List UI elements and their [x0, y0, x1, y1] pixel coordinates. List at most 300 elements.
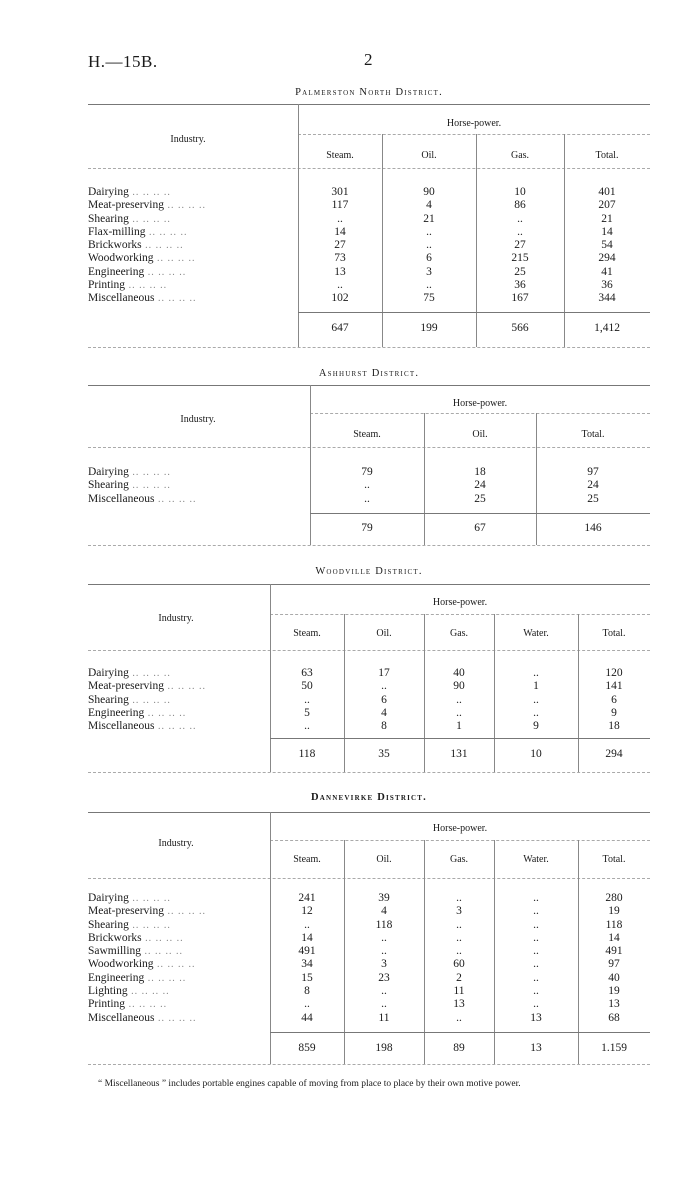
leader-dots: .. .. .. ..	[128, 668, 171, 679]
value-cell-gas: 10	[514, 186, 526, 198]
industry-name: Miscellaneous	[88, 492, 155, 505]
value-cell-total: 280	[605, 892, 623, 904]
value-cell-gas: 3	[456, 905, 462, 918]
industry-cell	[88, 919, 270, 932]
value-cell-steam: 50	[301, 680, 313, 693]
value-cell-gas: 25	[514, 265, 526, 278]
value-cell-oil: ..	[381, 945, 387, 958]
value-cell-steam: ..	[304, 720, 310, 733]
column-header-oil: Oil.	[421, 150, 437, 161]
value-cell-steam: 73	[334, 252, 346, 265]
column-header-water: Water.	[523, 628, 549, 639]
table-row	[88, 680, 650, 693]
value-cell-total: 19	[608, 985, 620, 998]
value-cell-total: 40	[608, 971, 620, 984]
total-cell-oil: 199	[420, 322, 438, 334]
value-cell-gas: ..	[456, 693, 462, 706]
value-cell-gas: ..	[517, 225, 523, 238]
leader-dots: .. .. .. ..	[164, 200, 206, 212]
value-cell-water: ..	[533, 892, 539, 904]
leader-dots: .. .. .. ..	[128, 187, 171, 198]
industry-name: Engineering	[88, 971, 145, 984]
district-title: Dannevirke District.	[311, 792, 427, 803]
document-reference: H.—15B.	[88, 52, 158, 71]
value-cell-gas: ..	[456, 706, 462, 719]
industry-cell	[88, 279, 298, 292]
value-cell-total: 6	[611, 693, 617, 706]
industry-name: Miscellaneous	[88, 720, 155, 733]
value-cell-total: 97	[608, 958, 620, 971]
industry-name: Sawmilling	[88, 945, 142, 958]
value-cell-gas: 13	[453, 998, 465, 1011]
data-rows	[88, 466, 650, 506]
value-cell-gas: ..	[456, 892, 462, 904]
table-rule	[88, 878, 650, 879]
value-cell-steam: ..	[304, 918, 310, 931]
leader-dots: .. .. .. ..	[153, 959, 196, 971]
value-cell-steam: 79	[361, 466, 373, 478]
table-rule	[88, 650, 650, 651]
table-row	[88, 707, 650, 720]
table-row	[88, 985, 650, 998]
value-cell-gas: 60	[453, 958, 465, 971]
column-header-gas: Gas.	[510, 150, 530, 161]
value-cell-gas: 27	[514, 239, 526, 252]
value-cell-steam: 491	[298, 945, 316, 958]
table-row	[88, 972, 650, 985]
value-cell-total: 19	[608, 905, 620, 918]
value-cell-oil: 23	[378, 971, 390, 984]
industry-cell	[88, 479, 310, 492]
value-cell-steam: 12	[301, 905, 313, 918]
industry-name: Woodworking	[88, 252, 154, 265]
industry-cell	[88, 213, 298, 226]
industry-name: Engineering	[88, 265, 145, 278]
footnote: “ Miscellaneous ” includes portable engines capable of moving from place to place by their own motive power.	[98, 1079, 521, 1089]
value-cell-total: 68	[608, 1011, 620, 1024]
value-cell-gas: ..	[456, 1011, 462, 1024]
value-cell-gas: ..	[456, 931, 462, 944]
value-cell-gas: 90	[453, 680, 465, 693]
table-rule	[88, 812, 650, 813]
value-cell-steam: 15	[301, 971, 313, 984]
industry-cell	[88, 945, 270, 958]
industry-column-header: Industry.	[158, 613, 194, 624]
table-rule	[88, 447, 650, 448]
industry-cell	[88, 252, 298, 265]
value-cell-oil: 4	[381, 905, 387, 918]
table-row	[88, 667, 650, 680]
industry-name: Woodworking	[88, 958, 154, 971]
horse-power-header: Horse-power.	[432, 597, 488, 608]
industry-name: Shearing	[88, 212, 129, 225]
value-cell-total: 18	[608, 720, 620, 733]
column-header-steam: Steam.	[353, 429, 381, 440]
total-cell-oil: 35	[378, 748, 390, 760]
industry-cell	[88, 667, 270, 680]
value-cell-steam: 301	[331, 186, 349, 198]
value-cell-water: ..	[533, 918, 539, 931]
industry-cell	[88, 694, 270, 707]
district-title: Palmerston North District.	[295, 87, 443, 98]
value-cell-oil: 39	[378, 892, 390, 904]
district-title: Woodville District.	[315, 566, 423, 577]
value-cell-steam: ..	[364, 479, 370, 492]
table-row	[88, 958, 650, 971]
value-cell-total: 120	[605, 667, 623, 679]
column-header-steam: Steam.	[293, 628, 321, 639]
value-cell-gas: 2	[456, 971, 462, 984]
value-cell-water: ..	[533, 971, 539, 984]
industry-cell	[88, 720, 270, 733]
industry-name: Shearing	[88, 693, 129, 706]
total-cell-total: 1.159	[601, 1042, 627, 1054]
page-number: 2	[364, 50, 373, 69]
column-header-steam: Steam.	[326, 150, 354, 161]
value-cell-oil: 21	[423, 212, 435, 225]
value-cell-oil: 75	[423, 292, 435, 305]
industry-name: Miscellaneous	[88, 292, 155, 305]
value-cell-steam: 117	[331, 199, 349, 212]
table-row	[88, 266, 650, 279]
table-row	[88, 292, 650, 305]
value-cell-water: 1	[533, 680, 539, 693]
value-cell-total: 344	[598, 292, 616, 305]
value-cell-oil: 3	[426, 265, 432, 278]
value-cell-water: 9	[533, 720, 539, 733]
table-rule	[88, 772, 650, 773]
value-cell-oil: 6	[381, 693, 387, 706]
industry-name: Meat-preserving	[88, 905, 164, 918]
table-row	[88, 720, 650, 733]
industry-name: Dairying	[88, 466, 129, 478]
leader-dots: .. .. .. ..	[154, 1012, 197, 1024]
industry-column-header: Industry.	[158, 838, 194, 849]
leader-dots: .. .. .. ..	[164, 906, 206, 918]
industry-cell	[88, 226, 298, 239]
leader-dots: .. .. .. ..	[128, 694, 171, 706]
district-table	[88, 365, 650, 547]
table-rule	[88, 1064, 650, 1065]
value-cell-steam: 27	[334, 239, 346, 252]
industry-cell	[88, 292, 298, 305]
value-cell-total: 401	[598, 186, 616, 198]
industry-column-header: Industry.	[170, 134, 206, 145]
industry-cell	[88, 958, 270, 971]
column-header-gas: Gas.	[449, 628, 469, 639]
total-cell-gas: 89	[453, 1042, 465, 1054]
value-cell-total: 36	[601, 279, 613, 292]
table-row	[88, 493, 650, 506]
value-cell-total: 118	[605, 918, 623, 931]
industry-cell	[88, 493, 310, 506]
table-rule	[270, 1032, 650, 1033]
value-cell-water: ..	[533, 706, 539, 719]
value-cell-gas: 36	[514, 279, 526, 292]
column-header-total: Total.	[581, 429, 605, 440]
value-cell-oil: ..	[381, 680, 387, 693]
value-cell-water: ..	[533, 985, 539, 998]
table-rule	[298, 312, 650, 313]
table-row	[88, 466, 650, 479]
leader-dots: .. .. .. ..	[154, 721, 197, 733]
total-cell-total: 1,412	[594, 322, 620, 334]
leader-dots: .. .. .. ..	[125, 999, 168, 1011]
value-cell-steam: ..	[337, 212, 343, 225]
table-rule	[310, 413, 650, 414]
industry-name: Dairying	[88, 667, 129, 679]
leader-dots: .. .. .. ..	[125, 280, 168, 292]
value-cell-oil: 118	[375, 918, 393, 931]
table-rule	[88, 104, 650, 105]
column-divider	[310, 385, 311, 545]
table-row	[88, 213, 650, 226]
value-cell-gas: 11	[453, 985, 465, 998]
value-cell-steam: 63	[301, 667, 313, 679]
value-cell-gas: 86	[514, 199, 526, 212]
value-cell-oil: ..	[426, 279, 432, 292]
industry-name: Brickworks	[88, 239, 142, 252]
total-cell-water: 10	[530, 748, 542, 760]
table-rule	[88, 347, 650, 348]
value-cell-water: ..	[533, 958, 539, 971]
value-cell-gas: 40	[453, 667, 465, 679]
value-cell-oil: 18	[474, 466, 486, 478]
leader-dots: .. .. .. ..	[128, 893, 171, 904]
leader-dots: .. .. .. ..	[141, 240, 184, 252]
value-cell-water: 13	[530, 1011, 542, 1024]
column-header-oil: Oil.	[376, 628, 392, 639]
value-cell-oil: 4	[426, 199, 432, 212]
industry-name: Engineering	[88, 706, 145, 719]
total-cell-oil: 198	[375, 1042, 393, 1054]
table-rule	[298, 134, 650, 135]
value-cell-steam: ..	[304, 693, 310, 706]
industry-name: Miscellaneous	[88, 1011, 155, 1024]
value-cell-steam: ..	[304, 998, 310, 1011]
leader-dots: .. .. .. ..	[128, 213, 171, 225]
district-table	[88, 792, 650, 1066]
table-row	[88, 998, 650, 1011]
table-rule	[270, 614, 650, 615]
total-cell-gas: 131	[450, 748, 468, 760]
value-cell-total: 21	[601, 212, 613, 225]
industry-name: Printing	[88, 279, 126, 292]
value-cell-oil: 4	[381, 706, 387, 719]
leader-dots: .. .. .. ..	[127, 986, 170, 998]
industry-name: Shearing	[88, 479, 129, 492]
value-cell-steam: 13	[334, 265, 346, 278]
column-header-oil: Oil.	[472, 429, 488, 440]
leader-dots: .. .. .. ..	[141, 932, 184, 944]
value-cell-total: 14	[601, 225, 613, 238]
total-cell-total: 146	[584, 522, 602, 534]
value-cell-steam: ..	[364, 492, 370, 505]
industry-name: Flax-milling	[88, 225, 146, 238]
value-cell-oil: 90	[423, 186, 435, 198]
table-row	[88, 932, 650, 945]
total-cell-steam: 859	[298, 1042, 316, 1054]
industry-cell	[88, 266, 298, 279]
table-row	[88, 1012, 650, 1025]
value-cell-total: 25	[587, 492, 599, 505]
value-cell-steam: 8	[304, 985, 310, 998]
value-cell-water: ..	[533, 693, 539, 706]
industry-cell	[88, 892, 270, 905]
leader-dots: .. .. .. ..	[144, 266, 187, 278]
leader-dots: .. .. .. ..	[144, 972, 187, 984]
industry-cell	[88, 466, 310, 479]
horse-power-header: Horse-power.	[446, 118, 502, 129]
leader-dots: .. .. .. ..	[153, 253, 196, 265]
leader-dots: .. .. .. ..	[154, 493, 197, 505]
value-cell-total: 207	[598, 199, 616, 212]
table-rule	[310, 513, 650, 514]
column-header-gas: Gas.	[449, 854, 469, 865]
value-cell-steam: 44	[301, 1011, 313, 1024]
value-cell-steam: 14	[334, 225, 346, 238]
value-cell-gas: ..	[517, 212, 523, 225]
column-header-oil: Oil.	[376, 854, 392, 865]
industry-cell	[88, 1012, 270, 1025]
column-header-total: Total.	[602, 628, 626, 639]
industry-cell	[88, 985, 270, 998]
value-cell-total: 9	[611, 706, 617, 719]
table-row	[88, 694, 650, 707]
total-cell-oil: 67	[474, 522, 486, 534]
industry-name: Shearing	[88, 918, 129, 931]
data-rows	[88, 667, 650, 733]
industry-cell	[88, 186, 298, 199]
table-row	[88, 252, 650, 265]
industry-cell	[88, 905, 270, 918]
value-cell-total: 491	[605, 945, 623, 958]
value-cell-oil: 24	[474, 479, 486, 492]
value-cell-total: 141	[605, 680, 623, 693]
value-cell-total: 54	[601, 239, 613, 252]
district-table	[88, 566, 650, 774]
industry-name: Meat-preserving	[88, 199, 164, 212]
value-cell-steam: 241	[298, 892, 316, 904]
table-rule	[88, 168, 650, 169]
table-row	[88, 186, 650, 199]
value-cell-oil: 8	[381, 720, 387, 733]
industry-name: Dairying	[88, 186, 129, 198]
industry-cell	[88, 998, 270, 1011]
value-cell-gas: ..	[456, 945, 462, 958]
leader-dots: .. .. .. ..	[141, 946, 184, 958]
value-cell-steam: 5	[304, 706, 310, 719]
value-cell-oil: ..	[381, 931, 387, 944]
table-rule	[88, 385, 650, 386]
value-cell-steam: 34	[301, 958, 313, 971]
industry-cell	[88, 707, 270, 720]
industry-name: Dairying	[88, 892, 129, 904]
value-cell-steam: 102	[331, 292, 349, 305]
column-header-steam: Steam.	[293, 854, 321, 865]
table-row	[88, 279, 650, 292]
value-cell-water: ..	[533, 931, 539, 944]
value-cell-total: 294	[598, 252, 616, 265]
value-cell-oil: 11	[378, 1011, 390, 1024]
leader-dots: .. .. .. ..	[154, 293, 197, 305]
industry-cell	[88, 680, 270, 693]
column-header-total: Total.	[602, 854, 626, 865]
horse-power-header: Horse-power.	[432, 823, 488, 834]
table-row	[88, 892, 650, 905]
value-cell-water: ..	[533, 667, 539, 679]
horse-power-header: Horse-power.	[452, 398, 508, 409]
value-cell-oil: ..	[426, 225, 432, 238]
value-cell-steam: ..	[337, 279, 343, 292]
value-cell-gas: 1	[456, 720, 462, 733]
table-row	[88, 919, 650, 932]
table-row	[88, 199, 650, 212]
data-rows	[88, 892, 650, 1025]
district-table	[88, 82, 650, 349]
table-rule	[88, 584, 650, 585]
value-cell-gas: 215	[511, 252, 529, 265]
total-cell-steam: 79	[361, 522, 373, 534]
total-cell-steam: 647	[331, 322, 349, 334]
total-cell-total: 294	[605, 748, 623, 760]
total-cell-water: 13	[530, 1042, 542, 1054]
value-cell-total: 24	[587, 479, 599, 492]
value-cell-oil: 17	[378, 667, 390, 679]
industry-cell	[88, 199, 298, 212]
column-header-water: Water.	[523, 854, 549, 865]
table-row	[88, 239, 650, 252]
leader-dots: .. .. .. ..	[144, 707, 187, 719]
table-rule	[88, 545, 650, 546]
industry-name: Brickworks	[88, 931, 142, 944]
leader-dots: .. .. .. ..	[128, 919, 171, 931]
total-cell-gas: 566	[511, 322, 529, 334]
value-cell-total: 97	[587, 466, 599, 478]
total-cell-steam: 118	[298, 748, 316, 760]
value-cell-oil: ..	[426, 239, 432, 252]
value-cell-oil: ..	[381, 985, 387, 998]
data-rows	[88, 186, 650, 306]
table-row	[88, 905, 650, 918]
industry-cell	[88, 239, 298, 252]
value-cell-steam: 14	[301, 931, 313, 944]
value-cell-oil: 6	[426, 252, 432, 265]
value-cell-water: ..	[533, 945, 539, 958]
value-cell-oil: 25	[474, 492, 486, 505]
value-cell-gas: ..	[456, 918, 462, 931]
table-rule	[270, 840, 650, 841]
value-cell-total: 41	[601, 265, 613, 278]
leader-dots: .. .. .. ..	[164, 681, 206, 693]
leader-dots: .. .. .. ..	[128, 467, 171, 478]
industry-column-header: Industry.	[180, 414, 216, 425]
value-cell-total: 14	[608, 931, 620, 944]
industry-cell	[88, 972, 270, 985]
value-cell-oil: 3	[381, 958, 387, 971]
value-cell-water: ..	[533, 998, 539, 1011]
column-header-total: Total.	[595, 150, 619, 161]
table-row	[88, 479, 650, 492]
value-cell-total: 13	[608, 998, 620, 1011]
value-cell-water: ..	[533, 905, 539, 918]
value-cell-gas: 167	[511, 292, 529, 305]
industry-name: Meat-preserving	[88, 680, 164, 693]
table-row	[88, 945, 650, 958]
industry-name: Printing	[88, 998, 126, 1011]
leader-dots: .. .. .. ..	[145, 226, 188, 238]
table-rule	[270, 738, 650, 739]
